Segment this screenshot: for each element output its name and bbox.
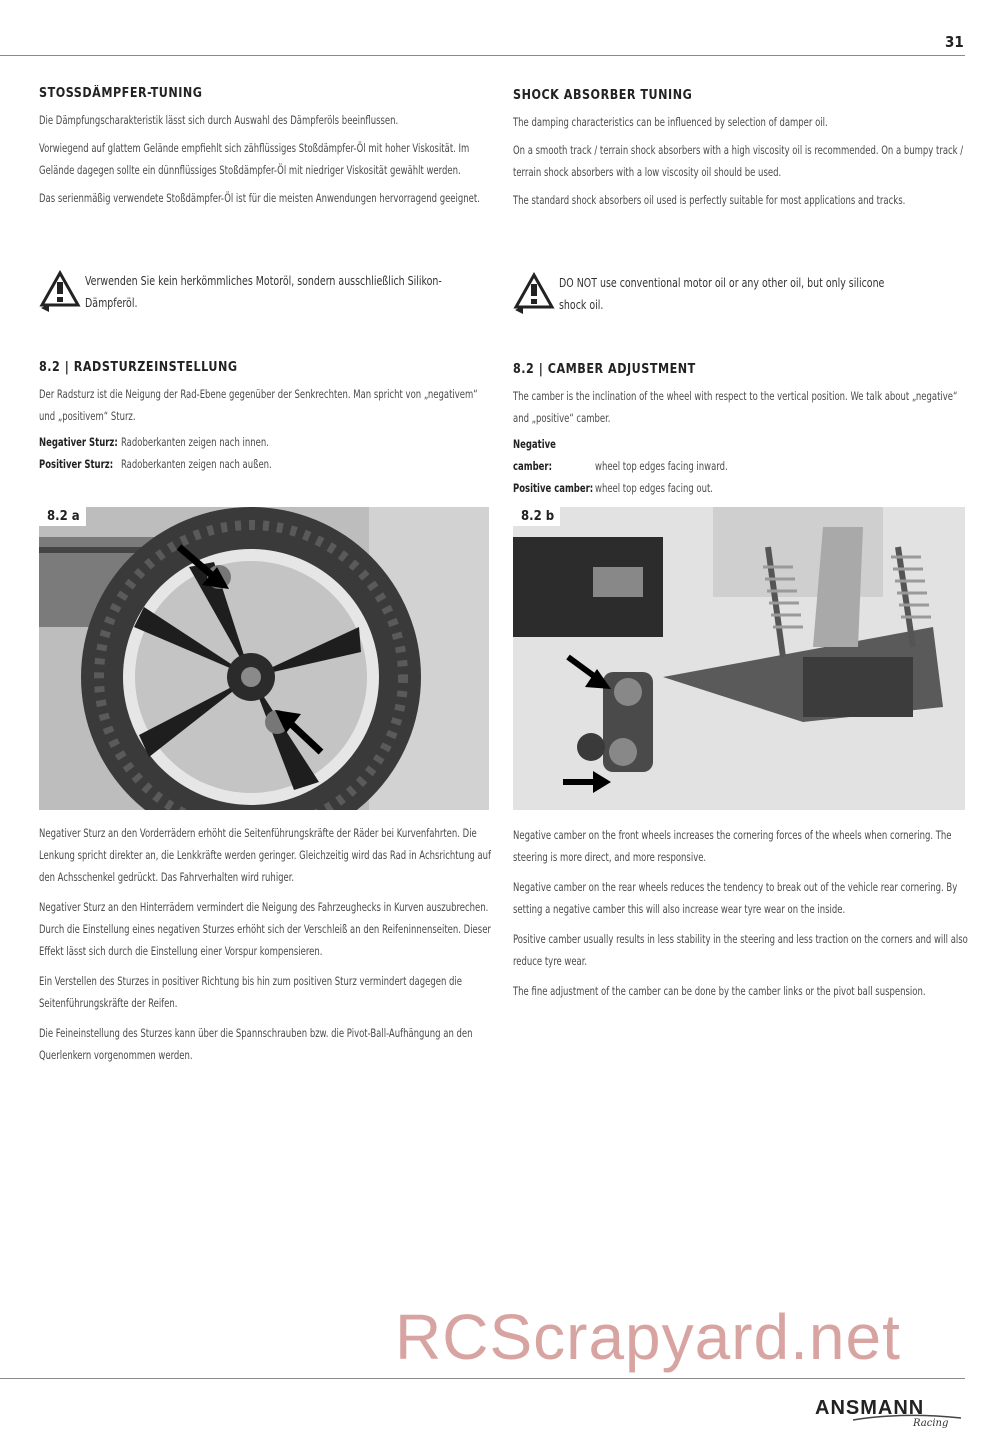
left-shock-title: STOSSDÄMPFER-TUNING [39, 86, 203, 101]
right-negative-row [513, 433, 968, 477]
left-positive-value: Radoberkanten zeigen nach außen. [121, 457, 272, 471]
right-camber-title: 8.2 | CAMBER ADJUSTMENT [513, 362, 696, 377]
left-body-p2: Negativer Sturz an den Hinterrädern vermindert die Neigung des Fahrzeughecks in Kurven auszubrechen. Durch die Einstellung eines negativen Sturzes erhöht sich der Verschleiß an den Reifeninnenseiten. Dieser Effekt lässt sich durch die Einstellung einer Vorspur kompensieren. [39, 900, 491, 958]
left-positive-row [39, 453, 494, 475]
top-rule [0, 55, 965, 56]
left-negative-row [39, 431, 494, 453]
ansmann-racing-logo [813, 1394, 963, 1428]
right-positive-row [513, 477, 968, 499]
watermark: RCScrapyard.net [395, 1301, 901, 1373]
right-positive-label: Positive camber: [513, 481, 594, 495]
right-shock-p1: The damping characteristics can be influenced by selection of damper oil. [513, 115, 828, 129]
page-number: 31 [945, 33, 964, 51]
left-shock-p1: Die Dämpfungscharakteristik lässt sich durch Auswahl des Dämpferöls beeinflussen. [39, 113, 399, 127]
right-body-p3: Positive camber usually results in less stability in the steering and less traction on the corners and will also reduce tyre wear. [513, 932, 968, 968]
right-positive-value: wheel top edges facing out. [595, 481, 713, 495]
left-shock-p2: Vorwiegend auf glattem Gelände empfiehlt sich zähflüssiges Stoßdämpfer-Öl mit hoher Viskosität. Im Gelände dagegen sollte ein dünnflüssiges Stoßdämpfer-Öl mit niedriger Viskosität gewählt werden. [39, 141, 470, 177]
svg-text:ANSMANN: ANSMANN [815, 1397, 925, 1419]
warning-triangle-icon [39, 270, 81, 312]
warning-triangle-icon [513, 272, 555, 314]
left-negative-value: Radoberkanten zeigen nach innen. [121, 435, 269, 449]
left-shock-warning-text: Verwenden Sie kein herkömmliches Motoröl, sondern ausschließlich Silikon-Dämpferöl. [85, 273, 442, 310]
left-shock-warning [39, 270, 525, 314]
figure-8-2b-label: 8.2 b [513, 507, 560, 526]
left-negative-label: Negativer Sturz: [39, 435, 118, 449]
left-body-p3: Ein Verstellen des Sturzes in positiver Richtung bis hin zum positiven Sturz vermindert dagegen die Seitenführungskräfte der Reifen. [39, 974, 463, 1010]
right-shock-p3: The standard shock absorbers oil used is perfectly suitable for most applications and tracks. [513, 193, 906, 207]
bottom-rule [0, 1378, 965, 1379]
svg-text:Racing: Racing [913, 1418, 949, 1428]
figure-8-2a-label: 8.2 a [39, 507, 86, 526]
left-camber-section [39, 360, 494, 475]
right-shock-p2: On a smooth track / terrain shock absorbers with a high viscosity oil is recommended. On a bumpy track / terrain shock absorbers with a low viscosity oil should be used. [513, 143, 964, 179]
right-shock-warning-text: DO NOT use conventional motor oil or any other oil, but only silicone shock oil. [559, 275, 885, 312]
right-camber-section [513, 362, 968, 499]
right-body-p4: The fine adjustment of the camber can be done by the camber links or the pivot ball suspension. [513, 984, 926, 998]
right-body-p1: Negative camber on the front wheels increases the cornering forces of the wheels when cornering. The steering is more direct, and more responsive. [513, 828, 952, 864]
right-body-p2: Negative camber on the rear wheels reduces the tendency to break out of the vehicle rear cornering. By setting a negative camber this will also increase wear tyre wear on the inside. [513, 880, 958, 916]
left-shock-p3: Das serienmäßig verwendete Stoßdämpfer-Öl ist für die meisten Anwendungen hervorragend geeignet. [39, 191, 480, 205]
left-camber-title: 8.2 | RADSTURZEINSTELLUNG [39, 360, 238, 375]
right-negative-value: wheel top edges facing inward. [595, 459, 728, 473]
right-body [513, 824, 968, 1002]
right-shock-title: SHOCK ABSORBER TUNING [513, 88, 693, 103]
left-camber-p1: Der Radsturz ist die Neigung der Rad-Ebene gegenüber der Senkrechten. Man spricht von „negativem“ und „positivem“ Sturz. [39, 387, 478, 423]
left-body-p4: Die Feineinstellung des Sturzes kann über die Spannschrauben bzw. die Pivot-Ball-Aufhängung an den Querlenkern vorgenommen werden. [39, 1026, 473, 1062]
right-shock-section [513, 88, 968, 211]
wheel-photo [39, 507, 489, 810]
figure-8-2a-photo [39, 507, 489, 810]
figure-8-2b-photo [513, 507, 965, 810]
right-camber-p1: The camber is the inclination of the wheel with respect to the vertical position. We talk about „negative“ and „positive“ camber. [513, 389, 958, 425]
left-body [39, 822, 494, 1066]
right-negative-label: Negative camber: [513, 437, 556, 473]
left-body-p1: Negativer Sturz an den Vorderrädern erhöht die Seitenführungskräfte der Räder bei Kurvenfahrten. Die Lenkung spricht direkter an, die Lenkkräfte werden geringer. Gleichzeitig wird das Rad in Achsrichtung auf den Achsschenkel gedrückt. Das Fahrverhalten wird ruhiger. [39, 826, 492, 884]
left-positive-label: Positiver Sturz: [39, 457, 114, 471]
right-shock-warning [513, 272, 979, 316]
left-shock-section [39, 86, 494, 209]
suspension-photo [513, 507, 965, 810]
